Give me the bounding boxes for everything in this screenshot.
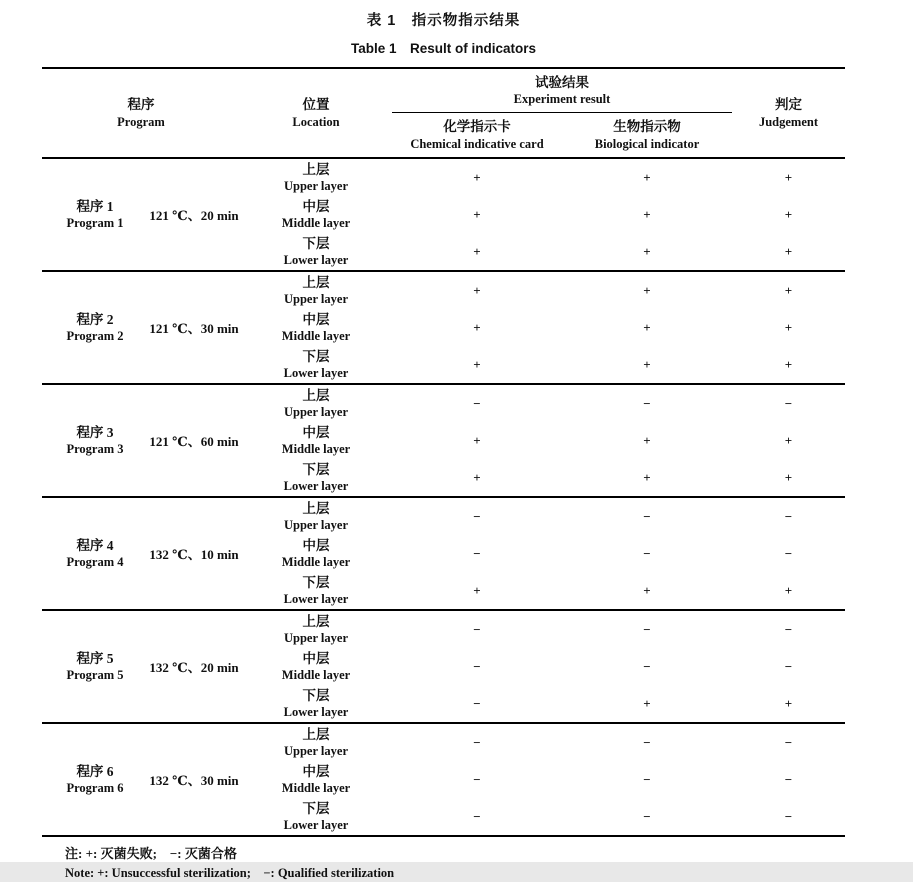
judgement-value: + — [732, 309, 845, 346]
layer-location: 上层 Upper layer — [240, 272, 392, 309]
chemical-value: − — [392, 385, 562, 422]
judgement-value: − — [732, 498, 845, 535]
biological-value: + — [562, 309, 732, 346]
header-program-en: Program — [117, 114, 165, 130]
biological-value: + — [562, 685, 732, 722]
biological-value: − — [562, 648, 732, 685]
judgement-value: + — [732, 685, 845, 722]
biological-value: − — [562, 498, 732, 535]
layer-location: 中层 Middle layer — [240, 648, 392, 685]
header-experiment-group — [392, 69, 732, 157]
judgement-value: + — [732, 159, 845, 196]
judgement-value: + — [732, 196, 845, 233]
layer-location: 上层 Upper layer — [240, 611, 392, 648]
program-condition: 121 ℃、20 min — [148, 159, 240, 270]
layer-location: 上层 Upper layer — [240, 498, 392, 535]
chemical-value: − — [392, 648, 562, 685]
program-block-4 — [42, 498, 845, 611]
table-title-en: Table 1 Result of indicators — [42, 37, 845, 57]
chemical-value: + — [392, 572, 562, 609]
program-condition: 121 ℃、30 min — [148, 272, 240, 383]
biological-value: − — [562, 385, 732, 422]
layer-location: 上层 Upper layer — [240, 385, 392, 422]
chemical-value: + — [392, 196, 562, 233]
biological-value: + — [562, 459, 732, 496]
layer-location: 下层 Lower layer — [240, 685, 392, 722]
chemical-value: − — [392, 611, 562, 648]
biological-value: − — [562, 724, 732, 761]
header-chemical-zh: 化学指示卡 — [443, 118, 511, 136]
layer-location: 中层 Middle layer — [240, 535, 392, 572]
header-biological-en: Biological indicator — [595, 136, 700, 152]
table-title — [42, 0, 845, 57]
program-condition: 132 ℃、10 min — [148, 498, 240, 609]
judgement-value: + — [732, 346, 845, 383]
chemical-value: + — [392, 159, 562, 196]
program-condition: 132 ℃、30 min — [148, 724, 240, 835]
program-name: 程序 3 Program 3 — [42, 385, 148, 496]
biological-value: + — [562, 196, 732, 233]
program-name: 程序 6 Program 6 — [42, 724, 148, 835]
program-condition: 121 ℃、60 min — [148, 385, 240, 496]
header-chemical-en: Chemical indicative card — [410, 136, 543, 152]
judgement-value: − — [732, 761, 845, 798]
header-location-en: Location — [292, 114, 339, 130]
table-footnotes — [65, 844, 913, 882]
layer-location: 中层 Middle layer — [240, 761, 392, 798]
program-name: 程序 4 Program 4 — [42, 498, 148, 609]
program-name-zh: 程序 1 — [76, 198, 113, 216]
chemical-value: + — [392, 459, 562, 496]
chemical-value: − — [392, 724, 562, 761]
judgement-value: − — [732, 535, 845, 572]
biological-value: + — [562, 272, 732, 309]
layer-location: 中层 Middle layer — [240, 309, 392, 346]
judgement-value: − — [732, 724, 845, 761]
judgement-value: − — [732, 385, 845, 422]
program-block-6 — [42, 724, 845, 835]
program-block-2 — [42, 272, 845, 385]
program-name-en: Program 1 — [66, 215, 123, 231]
header-biological-zh: 生物指示物 — [613, 118, 681, 136]
chemical-value: + — [392, 233, 562, 270]
indicators-table — [42, 67, 845, 837]
biological-value: + — [562, 422, 732, 459]
biological-value: − — [562, 535, 732, 572]
footnote-en: Note: +: Unsuccessful sterilization; −: Qualified sterilization — [65, 864, 913, 882]
biological-value: − — [562, 761, 732, 798]
header-program-zh: 程序 — [128, 96, 155, 114]
judgement-value: + — [732, 422, 845, 459]
chemical-value: + — [392, 422, 562, 459]
program-block-3 — [42, 385, 845, 498]
chemical-value: − — [392, 685, 562, 722]
judgement-value: − — [732, 798, 845, 835]
table-title-zh: 表 1 指示物指示结果 — [42, 9, 845, 30]
layer-location: 下层 Lower layer — [240, 459, 392, 496]
biological-value: + — [562, 159, 732, 196]
header-chemical — [392, 113, 562, 157]
header-location — [240, 69, 392, 157]
layer-location: 下层 Lower layer — [240, 572, 392, 609]
chemical-value: + — [392, 346, 562, 383]
header-experiment-subcolumns — [392, 113, 732, 157]
biological-value: + — [562, 572, 732, 609]
judgement-value: − — [732, 611, 845, 648]
biological-value: − — [562, 798, 732, 835]
chemical-value: + — [392, 272, 562, 309]
header-experiment-result — [392, 69, 732, 113]
program-block-5 — [42, 611, 845, 724]
header-judgement — [732, 69, 845, 157]
chemical-value: − — [392, 535, 562, 572]
judgement-value: + — [732, 272, 845, 309]
judgement-value: + — [732, 233, 845, 270]
layer-location: 中层 Middle layer — [240, 422, 392, 459]
judgement-value: − — [732, 648, 845, 685]
footnote-zh: 注: +: 灭菌失败; −: 灭菌合格 — [65, 844, 913, 864]
layer-location: 下层 Lower layer — [240, 798, 392, 835]
judgement-value: + — [732, 459, 845, 496]
chemical-value: − — [392, 798, 562, 835]
program-name: 程序 2 Program 2 — [42, 272, 148, 383]
program-name: 程序 5 Program 5 — [42, 611, 148, 722]
program-condition: 132 ℃、20 min — [148, 611, 240, 722]
layer-location: 上层 Upper layer — [240, 724, 392, 761]
chemical-value: − — [392, 761, 562, 798]
judgement-value: + — [732, 572, 845, 609]
header-experiment-en: Experiment result — [514, 91, 611, 107]
table-header — [42, 69, 845, 159]
header-program — [42, 69, 240, 157]
layer-location: 上层 Upper layer — [240, 159, 392, 196]
biological-value: + — [562, 346, 732, 383]
header-judgement-zh: 判定 — [775, 96, 802, 114]
header-biological — [562, 113, 732, 157]
header-judgement-en: Judgement — [759, 114, 818, 130]
header-location-zh: 位置 — [303, 96, 330, 114]
header-experiment-zh: 试验结果 — [535, 74, 589, 92]
biological-value: − — [562, 611, 732, 648]
chemical-value: + — [392, 309, 562, 346]
program-block-1 — [42, 159, 845, 272]
layer-location: 中层 Middle layer — [240, 196, 392, 233]
program-name — [42, 159, 148, 270]
layer-location: 下层 Lower layer — [240, 346, 392, 383]
chemical-value: − — [392, 498, 562, 535]
biological-value: + — [562, 233, 732, 270]
layer-location: 下层 Lower layer — [240, 233, 392, 270]
